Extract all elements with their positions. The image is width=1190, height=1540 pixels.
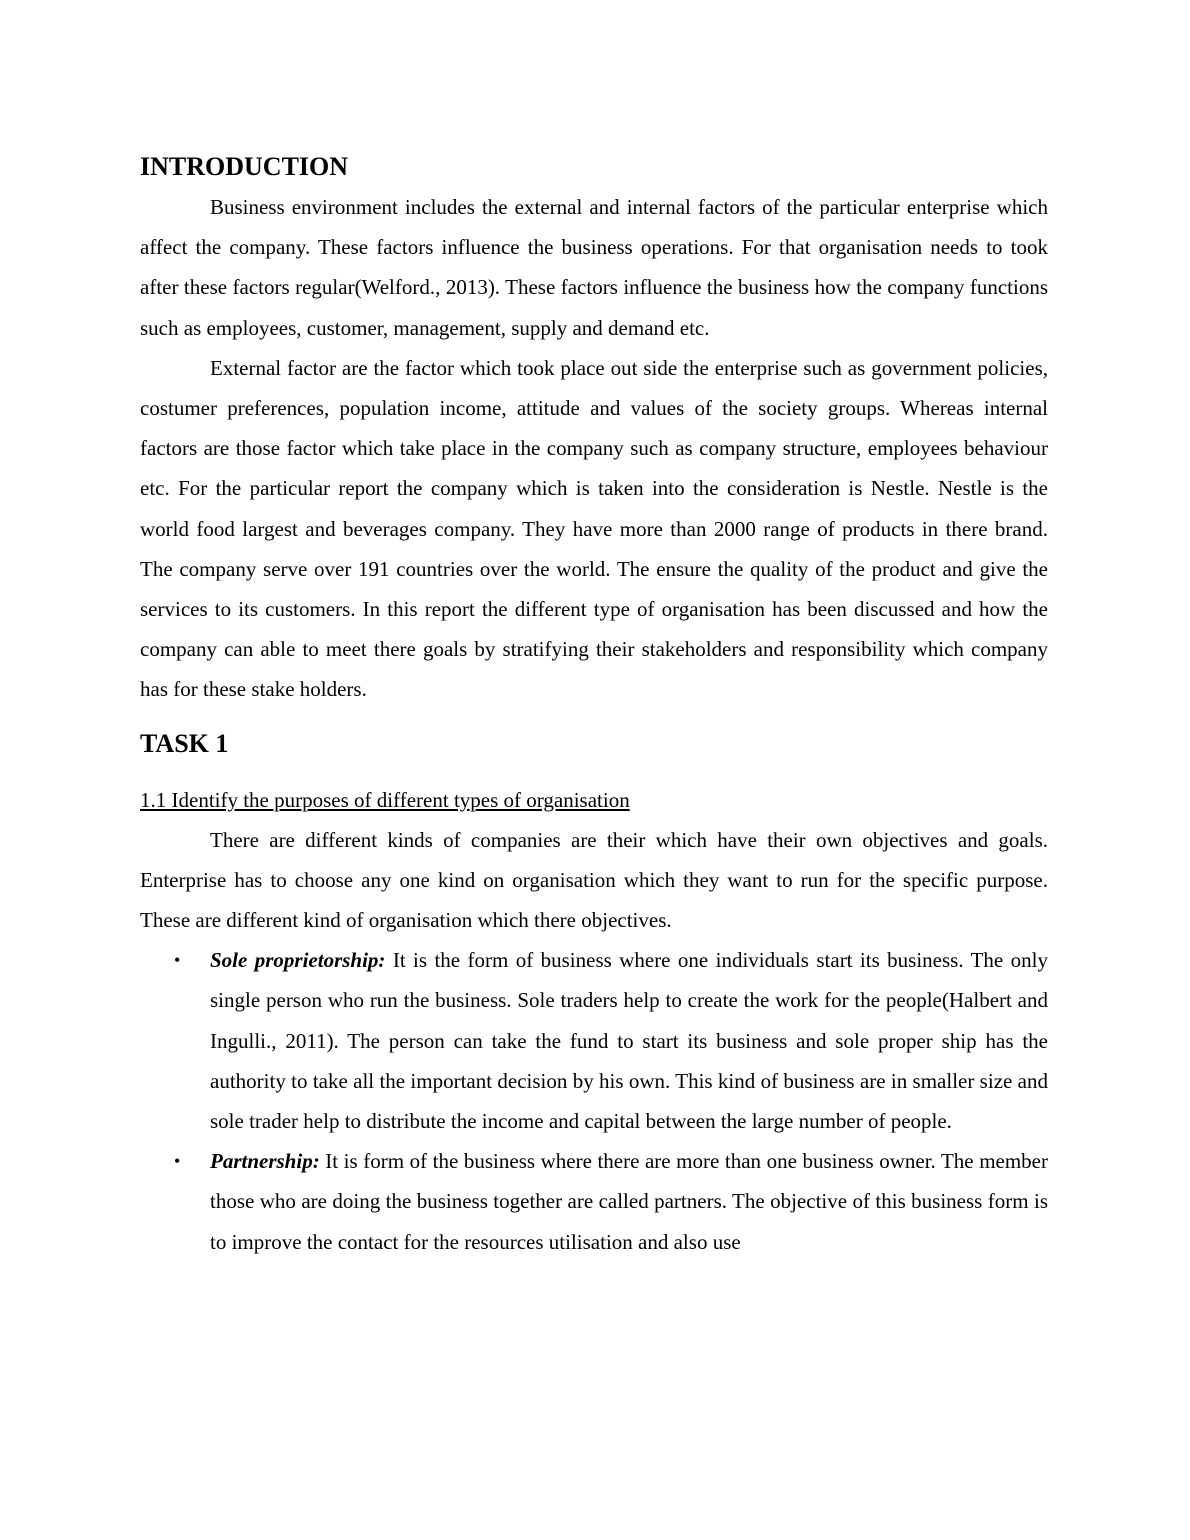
intro-paragraph-1: Business environment includes the external and internal factors of the particular enterprise which affect the company. These factors influence the business operations. For that organisation needs to took after these factors regular(Welford., 2013). These factors influence the business how the company functions such as employees, customer, management, supply and demand etc. [140, 195, 1048, 340]
term-label: Sole proprietorship: [210, 948, 386, 973]
term-description: It is form of the business where there are more than one business owner. The member those who are doing the business together are called partners. The objective of this business form is to improve the contact for the resources utilisation and also use [210, 1149, 1048, 1254]
intro-paragraph-2: External factor are the factor which took place out side the enterprise such as government policies, costumer preferences, population income, attitude and values of the society groups. Whereas internal factors are those factor which take place in the company such as company structure, employees behaviour etc. For the particular report the company which is taken into the consideration is Nestle. Nestle is the world food largest and beverages company. They have more than 2000 range of products in there brand. The company serve over 191 countries over the world. The ensure the quality of the product and give the services to its customers. In this report the different type of organisation has been discussed and how the company can able to meet there goals by stratifying their stakeholders and responsibility which company has for these stake holders. [140, 355, 1048, 702]
bullet-icon: • [174, 1151, 181, 1172]
document-page [140, 147, 1048, 1262]
bullet-icon: • [174, 950, 181, 971]
term-label: Partnership: [210, 1149, 320, 1174]
section-1-1-heading: 1.1 Identify the purposes of different types of organisation [140, 787, 630, 812]
list-item-partnership [174, 1141, 1048, 1262]
introduction-heading: INTRODUCTION [140, 152, 349, 181]
term-description: It is the form of business where one individuals start its business. The only single person who run the business. Sole traders help to create the work for the people(Halbert and Ingulli., 2011). The person can take the fund to start its business and sole proper ship has the authority to take all the important decision by his own. This kind of business are in smaller size and sole trader help to distribute the income and capital between the large number of people. [210, 948, 1048, 1134]
task1-paragraph: There are different kinds of companies are their which have their own objectives and goals. Enterprise has to choose any one kind on organisation which they want to run for the specific purpose. These are different kind of organisation which there objectives. [140, 827, 1048, 933]
list-item-sole-proprietorship [174, 940, 1048, 1141]
task1-heading: TASK 1 [140, 728, 229, 758]
organisation-types-list [140, 940, 1048, 1262]
